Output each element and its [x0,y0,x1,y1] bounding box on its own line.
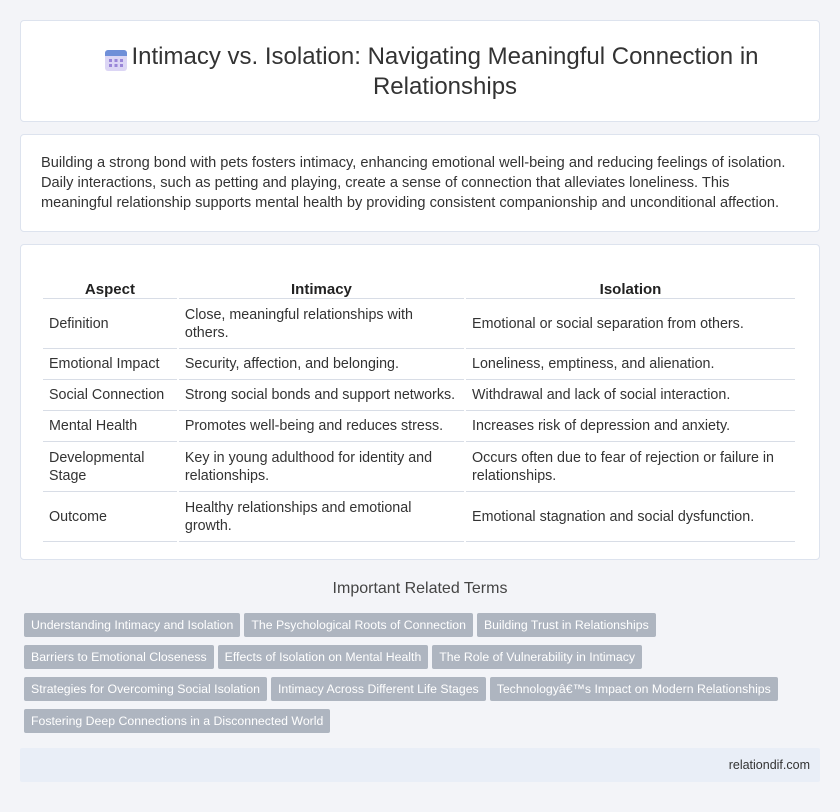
table-cell: Developmental Stage [43,442,177,492]
related-term-tag[interactable]: Understanding Intimacy and Isolation [24,613,240,637]
related-term-tag[interactable]: Strategies for Overcoming Social Isolation [24,677,267,701]
related-term-tag[interactable]: The Role of Vulnerability in Intimacy [432,645,642,669]
footer-site-link[interactable]: relationdif.com [728,758,810,772]
table-header-row [43,275,795,299]
column-header: Aspect [43,275,177,299]
intro-card [20,134,820,232]
intro-text: Building a strong bond with pets fosters intimacy, enhancing emotional well-being and reducing feelings of isolation. Daily interactions, such as petting and playing, create a sense of connection that alleviates loneliness. This meaningful relationship supports mental health by providing consistent companionship and unconditional affection. [41,155,786,211]
table-cell: Mental Health [43,411,177,442]
related-term-tag[interactable]: Intimacy Across Different Life Stages [271,677,486,701]
table-cell: Withdrawal and lack of social interaction. [466,380,795,411]
related-term-tag[interactable]: Technologyâ€™s Impact on Modern Relationships [490,677,778,701]
table-cell: Healthy relationships and emotional growth. [179,492,464,542]
table-row [43,411,795,442]
table-row [43,299,795,349]
comparison-table-card [20,244,820,560]
table-cell: Key in young adulthood for identity and relationships. [179,442,464,492]
column-header: Intimacy [179,275,464,299]
table-cell: Emotional stagnation and social dysfunction. [466,492,795,542]
related-term-tag[interactable]: The Psychological Roots of Connection [244,613,473,637]
related-term-tag[interactable]: Fostering Deep Connections in a Disconnected World [24,709,330,733]
table-cell: Security, affection, and belonging. [179,349,464,380]
header-card [20,20,820,122]
related-terms-title: Important Related Terms [332,580,508,597]
table-cell: Increases risk of depression and anxiety. [466,411,795,442]
table-cell: Outcome [43,492,177,542]
column-header: Isolation [466,275,795,299]
related-term-tag[interactable]: Building Trust in Relationships [477,613,656,637]
related-terms-list [24,613,820,741]
table-cell: Occurs often due to fear of rejection or failure in relationships. [466,442,795,492]
table-row [43,349,795,380]
table-row [43,442,795,492]
table-cell: Emotional or social separation from others. [466,299,795,349]
table-cell: Close, meaningful relationships with others. [179,299,464,349]
page-title: Intimacy vs. Isolation: Navigating Meaningful Connection in Relationships [131,43,759,100]
table-cell: Strong social bonds and support networks. [179,380,464,411]
related-term-tag[interactable]: Effects of Isolation on Mental Health [218,645,429,669]
comparison-table [41,275,797,542]
table-row [43,492,795,542]
table-cell: Promotes well-being and reduces stress. [179,411,464,442]
related-term-tag[interactable]: Barriers to Emotional Closeness [24,645,214,669]
table-cell: Definition [43,299,177,349]
footer [20,748,820,782]
table-row [43,380,795,411]
table-cell: Loneliness, emptiness, and alienation. [466,349,795,380]
table-cell: Social Connection [43,380,177,411]
table-cell: Emotional Impact [43,349,177,380]
